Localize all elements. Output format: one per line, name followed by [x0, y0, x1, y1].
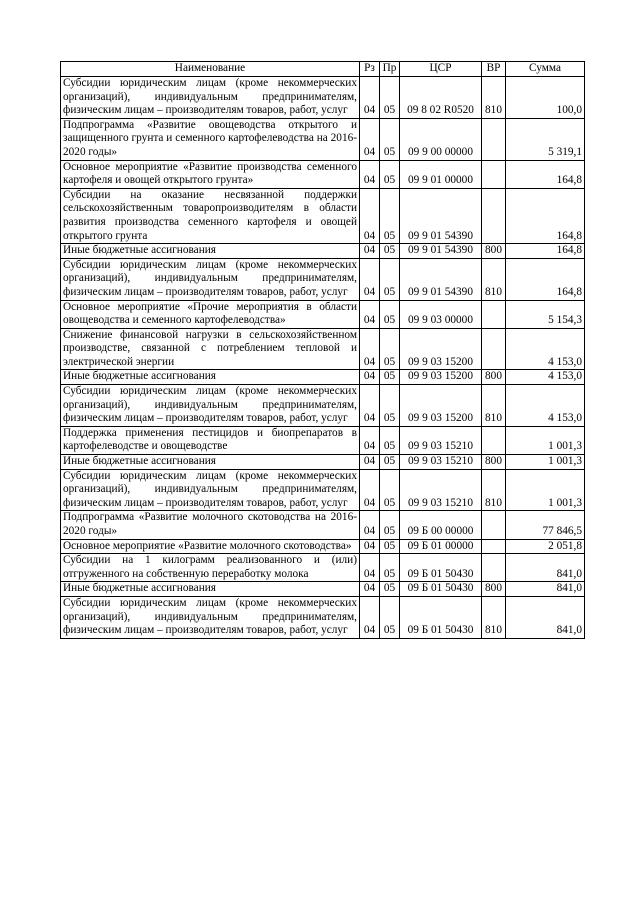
- cell-csr: 09 Б 01 00000: [400, 539, 482, 554]
- cell-rz: 04: [360, 511, 380, 539]
- cell-pr: 05: [380, 539, 400, 554]
- cell-name: Подпрограмма «Развитие овощеводства открытого и защищенного грунта и семенного картофелеводства на 2016-2020 годы»: [61, 118, 360, 160]
- cell-rz: 04: [360, 582, 380, 597]
- cell-csr: 09 9 01 54390: [400, 188, 482, 243]
- cell-pr: 05: [380, 582, 400, 597]
- cell-vr: [482, 160, 506, 188]
- cell-rz: 04: [360, 188, 380, 243]
- cell-name: Иные бюджетные ассигнования: [61, 455, 360, 470]
- cell-vr: 800: [482, 244, 506, 259]
- cell-rz: 04: [360, 554, 380, 582]
- table-row: [61, 582, 585, 597]
- cell-vr: [482, 188, 506, 243]
- cell-vr: 810: [482, 469, 506, 511]
- cell-rz: 04: [360, 300, 380, 328]
- table-row: [61, 244, 585, 259]
- cell-csr: 09 9 03 15210: [400, 426, 482, 454]
- cell-vr: [482, 426, 506, 454]
- cell-vr: [482, 300, 506, 328]
- cell-pr: 05: [380, 300, 400, 328]
- cell-vr: 800: [482, 455, 506, 470]
- cell-csr: 09 9 01 54390: [400, 244, 482, 259]
- table-row: [61, 511, 585, 539]
- header-vr: ВР: [482, 62, 506, 77]
- table-row: [61, 370, 585, 385]
- cell-pr: 05: [380, 118, 400, 160]
- cell-pr: 05: [380, 554, 400, 582]
- cell-csr: 09 9 03 15200: [400, 385, 482, 427]
- cell-vr: [482, 539, 506, 554]
- cell-name: Субсидии юридическим лицам (кроме некоммерческих организаций), индивидуальным предпринимателям, физическим лицам – производителям товаров, работ, услуг: [61, 77, 360, 119]
- cell-csr: 09 9 03 15210: [400, 469, 482, 511]
- cell-pr: 05: [380, 258, 400, 300]
- cell-sum: 841,0: [506, 582, 585, 597]
- header-name: Наименование: [61, 62, 360, 77]
- cell-csr: 09 Б 01 50430: [400, 582, 482, 597]
- cell-name: Иные бюджетные ассигнования: [61, 370, 360, 385]
- cell-csr: 09 9 03 00000: [400, 300, 482, 328]
- table-row: [61, 77, 585, 119]
- header-sum: Сумма: [506, 62, 585, 77]
- cell-rz: 04: [360, 596, 380, 638]
- cell-vr: [482, 118, 506, 160]
- header-rz: Рз: [360, 62, 380, 77]
- cell-csr: 09 Б 01 50430: [400, 554, 482, 582]
- cell-sum: 4 153,0: [506, 385, 585, 427]
- cell-name: Субсидии юридическим лицам (кроме некоммерческих организаций), индивидуальным предпринимателям, физическим лицам – производителям товаров, работ, услуг: [61, 469, 360, 511]
- table-row: [61, 300, 585, 328]
- cell-csr: 09 Б 00 00000: [400, 511, 482, 539]
- table-row: [61, 160, 585, 188]
- cell-rz: 04: [360, 258, 380, 300]
- cell-csr: 09 9 01 54390: [400, 258, 482, 300]
- cell-name: Субсидии юридическим лицам (кроме некоммерческих организаций), индивидуальным предпринимателям, физическим лицам – производителям товаров, работ, услуг: [61, 596, 360, 638]
- cell-csr: 09 8 02 R0520: [400, 77, 482, 119]
- cell-sum: 164,8: [506, 244, 585, 259]
- cell-sum: 4 153,0: [506, 370, 585, 385]
- cell-name: Иные бюджетные ассигнования: [61, 244, 360, 259]
- table-row: [61, 596, 585, 638]
- cell-sum: 841,0: [506, 554, 585, 582]
- cell-name: Основное мероприятие «Развитие производства семенного картофеля и овощей открытого грунта»: [61, 160, 360, 188]
- table-row: [61, 188, 585, 243]
- cell-pr: 05: [380, 244, 400, 259]
- cell-name: Иные бюджетные ассигнования: [61, 582, 360, 597]
- table-row: [61, 469, 585, 511]
- cell-pr: 05: [380, 188, 400, 243]
- cell-csr: 09 Б 01 50430: [400, 596, 482, 638]
- cell-pr: 05: [380, 77, 400, 119]
- cell-rz: 04: [360, 370, 380, 385]
- cell-vr: [482, 511, 506, 539]
- table-row: [61, 426, 585, 454]
- cell-rz: 04: [360, 469, 380, 511]
- cell-vr: [482, 554, 506, 582]
- table-row: [61, 554, 585, 582]
- cell-vr: [482, 328, 506, 370]
- table-row: [61, 118, 585, 160]
- cell-sum: 77 846,5: [506, 511, 585, 539]
- cell-sum: 5 154,3: [506, 300, 585, 328]
- table-body: [61, 77, 585, 639]
- cell-rz: 04: [360, 77, 380, 119]
- cell-pr: 05: [380, 370, 400, 385]
- cell-sum: 1 001,3: [506, 455, 585, 470]
- cell-rz: 04: [360, 426, 380, 454]
- cell-sum: 5 319,1: [506, 118, 585, 160]
- cell-rz: 04: [360, 539, 380, 554]
- budget-table-page: [60, 61, 584, 639]
- cell-csr: 09 9 03 15200: [400, 328, 482, 370]
- cell-pr: 05: [380, 385, 400, 427]
- cell-vr: 810: [482, 596, 506, 638]
- cell-vr: 810: [482, 258, 506, 300]
- cell-sum: 164,8: [506, 258, 585, 300]
- cell-pr: 05: [380, 596, 400, 638]
- header-csr: ЦСР: [400, 62, 482, 77]
- cell-sum: 841,0: [506, 596, 585, 638]
- cell-rz: 04: [360, 385, 380, 427]
- cell-vr: 800: [482, 370, 506, 385]
- cell-vr: 800: [482, 582, 506, 597]
- cell-sum: 1 001,3: [506, 426, 585, 454]
- table-row: [61, 258, 585, 300]
- cell-rz: 04: [360, 118, 380, 160]
- cell-name: Субсидии на 1 килограмм реализованного и (или) отгруженного на собственную переработку молока: [61, 554, 360, 582]
- cell-rz: 04: [360, 455, 380, 470]
- cell-name: Снижение финансовой нагрузки в сельскохозяйственном производстве, связанной с потреблением тепловой и электрической энергии: [61, 328, 360, 370]
- cell-pr: 05: [380, 455, 400, 470]
- budget-table: [60, 61, 585, 639]
- cell-vr: 810: [482, 77, 506, 119]
- cell-csr: 09 9 03 15200: [400, 370, 482, 385]
- cell-vr: 810: [482, 385, 506, 427]
- cell-sum: 2 051,8: [506, 539, 585, 554]
- cell-pr: 05: [380, 328, 400, 370]
- cell-name: Подпрограмма «Развитие молочного скотоводства на 2016-2020 годы»: [61, 511, 360, 539]
- cell-rz: 04: [360, 244, 380, 259]
- cell-sum: 100,0: [506, 77, 585, 119]
- cell-rz: 04: [360, 160, 380, 188]
- cell-rz: 04: [360, 328, 380, 370]
- cell-name: Основное мероприятие «Прочие мероприятия в области овощеводства и семенного картофелеводства»: [61, 300, 360, 328]
- cell-name: Субсидии юридическим лицам (кроме некоммерческих организаций), индивидуальным предпринимателям, физическим лицам – производителям товаров, работ, услуг: [61, 385, 360, 427]
- table-row: [61, 328, 585, 370]
- cell-pr: 05: [380, 426, 400, 454]
- table-row: [61, 539, 585, 554]
- cell-pr: 05: [380, 469, 400, 511]
- table-row: [61, 385, 585, 427]
- cell-csr: 09 9 00 00000: [400, 118, 482, 160]
- cell-name: Поддержка применения пестицидов и биопрепаратов в картофелеводстве и овощеводстве: [61, 426, 360, 454]
- cell-sum: 164,8: [506, 188, 585, 243]
- table-header-row: [61, 62, 585, 77]
- cell-sum: 4 153,0: [506, 328, 585, 370]
- table-row: [61, 455, 585, 470]
- cell-name: Субсидии на оказание несвязанной поддержки сельскохозяйственным товаропроизводителям в области развития производства семенного картофеля и овощей открытого грунта: [61, 188, 360, 243]
- cell-sum: 1 001,3: [506, 469, 585, 511]
- cell-csr: 09 9 03 15210: [400, 455, 482, 470]
- cell-pr: 05: [380, 511, 400, 539]
- cell-sum: 164,8: [506, 160, 585, 188]
- cell-csr: 09 9 01 00000: [400, 160, 482, 188]
- cell-name: Субсидии юридическим лицам (кроме некоммерческих организаций), индивидуальным предпринимателям, физическим лицам – производителям товаров, работ, услуг: [61, 258, 360, 300]
- cell-pr: 05: [380, 160, 400, 188]
- cell-name: Основное мероприятие «Развитие молочного скотоводства»: [61, 539, 360, 554]
- header-pr: Пр: [380, 62, 400, 77]
